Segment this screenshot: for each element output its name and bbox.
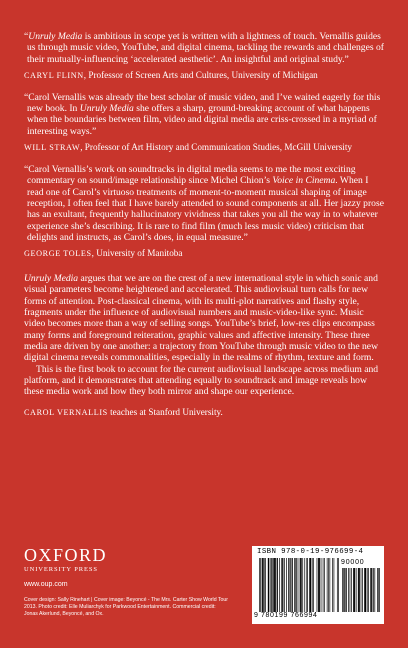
barcode-bar (323, 558, 324, 612)
barcode-bar (286, 558, 287, 612)
barcode-bar (263, 558, 264, 612)
barcode-bar (354, 568, 355, 612)
barcode-bar (328, 558, 329, 612)
barcode-bar (268, 558, 269, 612)
barcode-bar (343, 568, 344, 612)
description-paragraph-2: This is the first book to account for the current audiovisual landscape across medium and platform, and it demonstrates that attending equally to soundtrack and image reveals how these media work and how they both mirror and shape our experience. (24, 363, 379, 398)
endorsement-2 (24, 92, 384, 153)
barcode-bar (330, 558, 331, 612)
barcode-bar (311, 558, 312, 612)
barcode-bar (338, 558, 339, 612)
barcode-bar (302, 558, 303, 612)
barcode-bar (264, 558, 265, 612)
ean-digits: 9 780199 766994 (254, 612, 318, 619)
barcode-bar (259, 558, 260, 612)
barcode-bar (371, 568, 372, 612)
barcode-bar (354, 568, 355, 612)
endorsement-1-attribution: CARYL FLINN, Professor of Screen Arts and Cultures, University of Michigan (24, 69, 318, 80)
barcode-bar (265, 558, 266, 612)
publisher-press: UNIVERSITY PRESS (24, 566, 98, 573)
barcode-bar (379, 568, 380, 612)
barcode-bar (298, 558, 299, 612)
barcode-bar (374, 568, 375, 612)
barcode-bar (346, 568, 347, 612)
barcode-bar (324, 558, 325, 612)
isbn-text: ISBN 978-0-19-976699-4 (257, 548, 364, 556)
barcode-main (259, 558, 339, 612)
barcode-bar (318, 558, 319, 612)
barcode-bar (272, 558, 273, 612)
barcode-bar (317, 558, 318, 612)
endorsement-1-text: “Unruly Media is ambitious in scope yet is written with a lightness of touch. Vernallis guides us through music video, YouTube, and digital cinema, tackling the rewards and challenges of their mutually-influencing ‘accelerated aesthetic’. An insightful and original study.” (24, 31, 384, 65)
barcode-bar (262, 558, 263, 612)
barcode-bar (307, 558, 308, 612)
barcode-bar (284, 558, 285, 612)
barcode-bar (275, 558, 276, 612)
barcode-bar (377, 568, 378, 612)
barcode-bar (362, 568, 363, 612)
barcode-bar (364, 568, 365, 612)
barcode-bar (373, 568, 374, 612)
endorsement-3-attribution: GEORGE TOLES, University of Manitoba (24, 248, 183, 259)
endorsement-2-attribution: WILL STRAW, Professor of Art History and Communication Studies, McGill University (24, 142, 352, 153)
barcode-bar (372, 568, 373, 612)
barcode-bar (313, 558, 314, 612)
barcode-bar (334, 558, 335, 612)
barcode-bar (361, 568, 362, 612)
barcode-bar (260, 558, 261, 612)
barcode-bar (300, 558, 301, 612)
barcode-bar (275, 558, 276, 612)
barcode-bar (292, 558, 293, 612)
barcode-bar (359, 568, 360, 612)
barcode-bar (368, 568, 369, 612)
addon-price-code: 90000 (341, 559, 365, 566)
barcode-bar (344, 568, 345, 612)
barcode-bar (348, 568, 349, 612)
endorsement-2-text: “Carol Vernallis was already the best scholar of music video, and I’ve waited eagerly for this new book. In Unruly Media she offers a sharp, ground-breaking account of what happens when the boundaries between film, video and digital media are criss-crossed in a myriad of interesting ways.” (24, 91, 381, 137)
description-paragraph-1: Unruly Media argues that we are on the crest of a new international style in which sonic and visual parameters become heightened and accelerated. This audiovisual turn calls for new forms of attention. Post-classical cinema, with its multi-plot narratives and flashy style, fragments under the influence of audiovisual numbers and music-video-like sync. Music video becomes more than a way of selling songs. YouTube’s brief, low-res clips encompass many forms and foreground reiteration, graphic values and affective intensity. These three media are driven by one another: a trajectory from YouTube through music video to the new digital cinema reveals commonalities, especially in the realms of rhythm, texture and form. (24, 273, 378, 364)
barcode-bar (350, 568, 351, 612)
endorsement-3 (24, 164, 384, 259)
barcode-bar (310, 558, 311, 612)
barcode-bar (292, 558, 293, 612)
barcode-bar (321, 558, 322, 612)
barcode-bar (268, 558, 269, 612)
barcode-bar (351, 568, 352, 612)
endorsement-3-text: “Carol Vernallis’s work on soundtracks in digital media seems to me the most exciting commentary on sound/image relationship since Michel Chion’s Voice in Cinema. When I read one of Carol’s virtuoso treatments of moment-to-moment musical shaping of image reception, I often feel that I have barely attended to sound components at all. Her jazzy prose has an exultant, frequently hallucinatory vividness that takes you all the way in to whatever experience she’s describing. It is rare to find film (much less music video) criticism that delights and instructs, as Carol’s does, in equal measure.” (24, 164, 384, 243)
barcode-bar (306, 558, 307, 612)
barcode-bar (274, 558, 275, 612)
barcode-bar (271, 558, 272, 612)
barcode-bar (283, 558, 284, 612)
barcode-bar (281, 558, 282, 612)
barcode-bar (365, 568, 366, 612)
barcode-bar (262, 558, 263, 612)
barcode-box (252, 546, 384, 624)
barcode-bar (279, 558, 280, 612)
barcode-bar (277, 558, 278, 612)
barcode-bar (356, 568, 357, 612)
barcode-bar (277, 558, 278, 612)
cover-credits: Cover design: Sally Rinehart | Cover image: Beyoncé - The Mrs. Carter Show World Tour 2013. Photo credit: Elle Muliarchyk for Parkwood Entertainment. Commercial credit: Jonas Akerlund, Beyoncé, and Ox. (24, 597, 229, 618)
author-bio: CAROL VERNALLIS teaches at Stanford University. (24, 407, 223, 418)
barcode-bar (304, 558, 305, 612)
barcode-bar (367, 568, 368, 612)
barcode-bar (337, 558, 338, 612)
endorsements (24, 31, 384, 259)
barcode-bar (342, 568, 343, 612)
book-description (24, 273, 384, 397)
barcode-bar (300, 558, 301, 612)
barcode-bar (365, 568, 366, 612)
barcode-bar (378, 568, 379, 612)
barcode-bar (359, 568, 360, 612)
endorsement-1 (24, 31, 384, 81)
barcode-bar (289, 558, 290, 612)
barcode-bar (327, 558, 328, 612)
barcode-bar (358, 568, 359, 612)
barcode-bar (290, 558, 291, 612)
barcode-bar (370, 568, 371, 612)
barcode-bar (296, 558, 297, 612)
publisher-logo: OXFORD (24, 545, 108, 565)
barcode-bar (319, 558, 320, 612)
barcode-bar (312, 558, 313, 612)
barcode-bar (301, 558, 302, 612)
barcode-bar (273, 558, 274, 612)
barcode-bar (294, 558, 295, 612)
publisher-url: www.oup.com (24, 581, 68, 588)
barcode-bar (319, 558, 320, 612)
barcode-bar (295, 558, 296, 612)
barcode-bar (345, 568, 346, 612)
barcode-bar (332, 558, 333, 612)
barcode-bar (353, 568, 354, 612)
barcode-bar (270, 558, 271, 612)
barcode-bar (288, 558, 289, 612)
barcode-bar (309, 558, 310, 612)
barcode-bar (282, 558, 283, 612)
barcode-addon (342, 568, 380, 612)
